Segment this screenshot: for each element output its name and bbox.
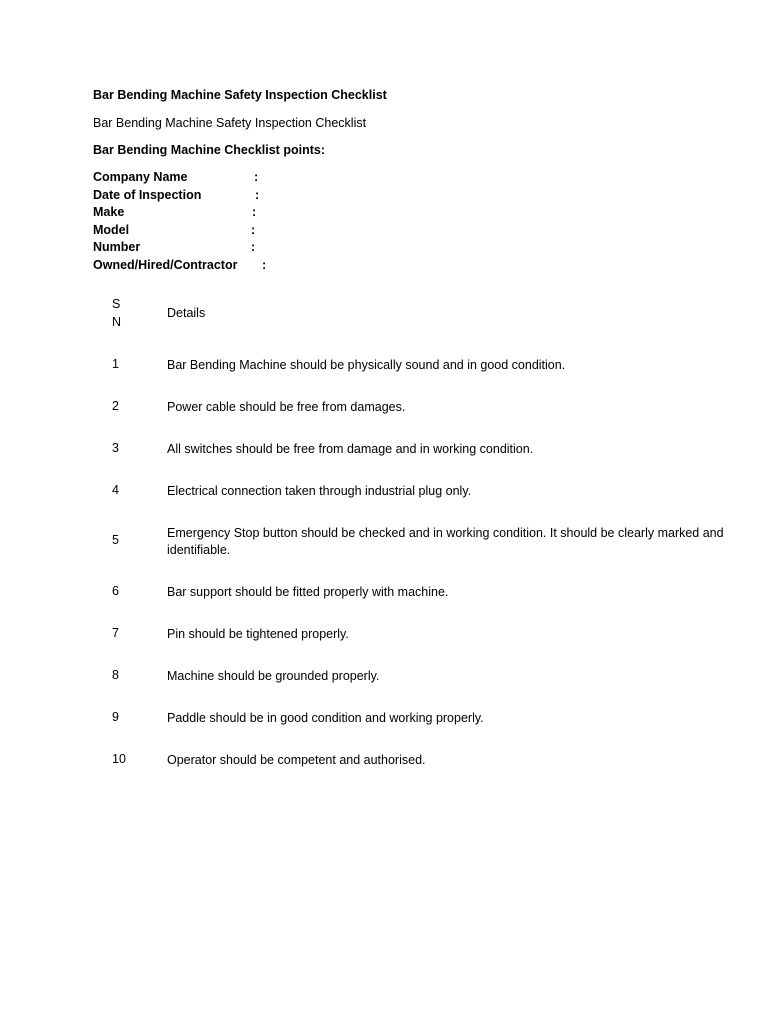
info-row-number <box>93 240 313 258</box>
item-number: 7 <box>112 626 119 640</box>
item-text: Machine should be grounded properly. <box>167 669 380 683</box>
info-label: Owned/Hired/Contractor <box>93 257 238 272</box>
item-text: Paddle should be in good condition and working properly. <box>167 711 484 725</box>
info-colon: : <box>251 222 256 237</box>
item-number: 10 <box>112 752 126 766</box>
item-number: 9 <box>112 710 119 724</box>
info-row-date-of-inspection <box>93 188 313 206</box>
item-number: 3 <box>112 441 119 455</box>
checklist-table-header <box>0 296 768 336</box>
item-number: 1 <box>112 357 119 371</box>
item-number: 4 <box>112 483 119 497</box>
info-label: Number <box>93 240 141 255</box>
checklist-points-heading: Bar Bending Machine Checklist points: <box>93 143 325 157</box>
item-text: Pin should be tightened properly. <box>167 627 349 641</box>
item-text: Operator should be competent and authorised. <box>167 753 426 767</box>
document-subtitle: Bar Bending Machine Safety Inspection Checklist <box>93 116 367 130</box>
item-text: Bar Bending Machine should be physically sound and in good condition. <box>167 358 566 372</box>
info-row-company-name <box>93 170 313 188</box>
info-colon: : <box>252 205 257 220</box>
inspection-info-list <box>93 170 313 276</box>
item-number: 8 <box>112 668 119 682</box>
info-colon: : <box>254 170 259 184</box>
info-row-make <box>93 205 313 223</box>
info-label: Date of Inspection <box>93 187 202 202</box>
info-colon: : <box>262 257 267 272</box>
sn-column-header <box>112 296 128 331</box>
info-colon: : <box>255 187 260 202</box>
item-text: Power cable should be free from damages. <box>167 400 406 414</box>
info-label: Model <box>93 222 130 237</box>
info-colon: : <box>251 240 256 255</box>
sn-header-line: S <box>112 297 121 311</box>
item-text: Bar support should be fitted properly with machine. <box>167 585 449 599</box>
item-text: Electrical connection taken through industrial plug only. <box>167 484 472 498</box>
item-text: All switches should be free from damage and in working condition. <box>167 442 534 456</box>
document-title: Bar Bending Machine Safety Inspection Checklist <box>93 88 387 102</box>
info-row-owned-hired-contractor <box>93 258 313 276</box>
item-number: 6 <box>112 584 119 598</box>
sn-header-line: N <box>112 314 122 329</box>
info-label: Make <box>93 205 125 220</box>
details-column-header: Details <box>167 306 206 320</box>
info-label: Company Name <box>93 170 188 184</box>
item-text: Emergency Stop button should be checked and in working condition. It should be clearly marked and identifiable. <box>167 526 724 557</box>
item-number: 2 <box>112 399 119 413</box>
info-row-model <box>93 223 313 241</box>
item-number: 5 <box>112 533 119 547</box>
